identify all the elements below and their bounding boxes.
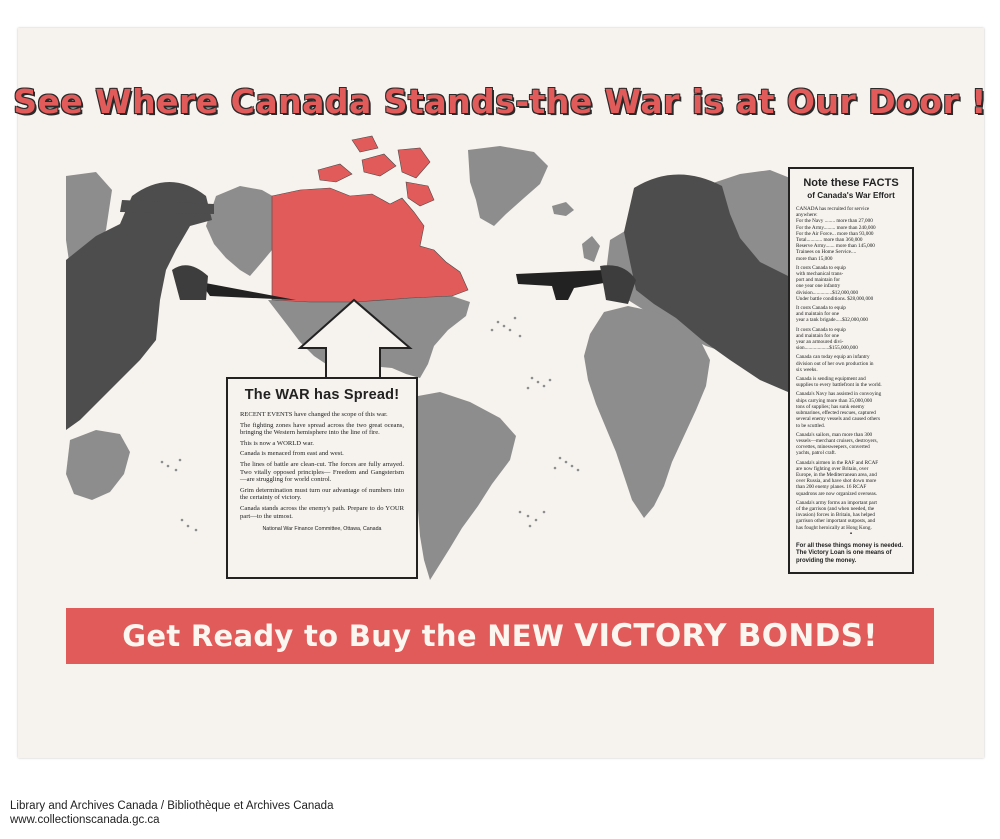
map-canada-islands-1 (318, 164, 352, 182)
map-canada-islands-3 (398, 148, 430, 178)
facts-line: are now fighting over Britain, over (796, 465, 869, 472)
map-canada (272, 136, 468, 302)
facts-line: It costs Canada to equip (796, 326, 846, 333)
facts-line: yachts, patrol craft. (796, 450, 837, 457)
facts-line: anywhere: (796, 212, 818, 219)
war-box-paragraph: Grim determination must turn our advantage of numbers into the certainty of victory. (240, 486, 404, 502)
war-box-title-emphasis: WAR (275, 387, 310, 403)
map-south-america (404, 392, 516, 580)
facts-line: and maintain for one (796, 332, 840, 339)
banner-emphasis: VICTORY BONDS! (574, 618, 878, 654)
facts-line: Canada's army forms an important part (796, 499, 877, 506)
archive-credit (10, 799, 333, 827)
facts-line: several enemy vessels and caused others (796, 416, 880, 423)
map-greenland (468, 146, 548, 226)
right-pistol (516, 265, 636, 304)
facts-line: CANADA has recruited for service (796, 206, 870, 212)
facts-line: with mechanical trans- (796, 271, 844, 278)
facts-line: than 200 enemy planes. 16 RCAF (796, 484, 867, 491)
facts-line: Trainees on Home Service.... (796, 249, 857, 256)
facts-subtitle: of Canada's War Effort (807, 191, 895, 200)
map-africa (584, 306, 710, 518)
facts-line: vessels—merchant cruisers, destroyers, (796, 437, 878, 444)
facts-line: year an armoured divi- (796, 339, 844, 346)
facts-line: more than 15,000 (796, 255, 833, 262)
facts-line: corvettes, minesweepers, converted (796, 444, 870, 451)
facts-line: over Russia, and have shot down more (796, 478, 877, 485)
war-box-paragraph: Canada stands across the enemy's path. Prepare to do YOUR part—to the utmost. (240, 504, 404, 520)
facts-line: of the garrison (and when needed, the (796, 505, 875, 512)
facts-box (788, 167, 914, 574)
map-alaska (206, 186, 276, 276)
facts-line: Reserve Army....... more than 145,000 (796, 243, 875, 250)
war-box-title-suffix: has Spread! (309, 387, 400, 403)
facts-line: and maintain for one (796, 311, 840, 318)
facts-line: Europe, in the Mediterranean area, and (796, 471, 877, 478)
facts-line: Canada's Navy has assisted in convoying (796, 391, 882, 398)
facts-line: sion...................$155,000,000 (796, 345, 858, 352)
facts-line: six weeks. (796, 366, 818, 373)
war-box-title-prefix: The (244, 387, 276, 403)
facts-line: squadrons are now organized overseas. (796, 490, 878, 497)
facts-line: tons of supplies; has sunk enemy (796, 403, 865, 410)
facts-line: Canada is sending equipment and (796, 376, 866, 383)
facts-closing: For all these things money is needed. The Victory Loan is one means of providing the money. (796, 542, 904, 564)
facts-line: port and maintain for (796, 277, 840, 284)
map-british-isles (582, 236, 600, 262)
facts-divider-dot: ▪ (849, 530, 853, 537)
war-box-title (240, 387, 404, 403)
facts-line: submarines, effected rescues, captured (796, 410, 876, 417)
war-box-paragraph: The lines of battle are clean-cut. The forces are fully arrayed. Two vitally opposed principles— Freedom and Gangsterism—are struggling for world control. (240, 460, 404, 484)
map-australia (66, 430, 130, 500)
credit-line-2: www.collectionscanada.gc.ca (10, 814, 160, 826)
map-canada-islands-2 (362, 154, 396, 176)
facts-line: garrison other important outposts, and (796, 518, 876, 525)
facts-line: ships carrying more than 35,000,000 (796, 397, 873, 404)
war-box-paragraph: RECENT EVENTS have changed the scope of this war. (240, 411, 388, 418)
facts-line: For the Air Force... more than 93,000 (796, 230, 874, 237)
facts-line: one year one infantry (796, 283, 841, 290)
facts-line: division out of her own production in (796, 360, 874, 367)
facts-line: Under battle conditions. $28,000,000 (796, 295, 874, 302)
banner-prefix: Get Ready to Buy the NEW (122, 619, 565, 653)
map-canada-islands-4 (406, 182, 434, 206)
war-box-paragraph: The fighting zones have spread across the two great oceans, bringing the Western hemisphere into the line of fire. (240, 421, 404, 437)
facts-line: Canada's airmen in the RAF and RCAF (796, 459, 879, 466)
victory-bonds-banner (66, 608, 934, 664)
facts-line: For the Army......... more than 240,000 (796, 224, 876, 231)
map-iceland (552, 202, 574, 216)
war-has-spread-box (226, 377, 418, 579)
map-canada-islands-5 (352, 136, 378, 152)
facts-line: to be scuttled. (796, 422, 825, 429)
war-box-footer: National War Finance Committee, Ottawa, Canada (262, 526, 382, 533)
facts-line: division...............$12,000,000 (796, 289, 859, 296)
facts-line: It costs Canada to equip (796, 264, 846, 271)
facts-lines (796, 206, 906, 531)
facts-line: Canada's sailors, man more than 300 (796, 431, 873, 438)
facts-line: Total............ more than 360,000 (796, 237, 863, 244)
credit-line-1: Library and Archives Canada / Bibliothèque et Archives Canada (10, 800, 334, 812)
facts-line: It costs Canada to equip (796, 305, 846, 312)
facts-line: Canada can today equip an infantry (796, 354, 870, 361)
map-canada-mainland (272, 188, 468, 302)
war-box-paragraph: This is now a WORLD war. (240, 439, 314, 447)
facts-title: Note these FACTS (803, 177, 899, 189)
facts-line: For the Navy ........ more than 27,000 (796, 218, 873, 225)
poster-headline: See Where Canada Stands-the War is at Our Door ! (13, 82, 987, 121)
facts-line: invasion) forces in Britain, has helped (796, 512, 875, 519)
facts-line: year a tank brigade.....$32,000,000 (796, 317, 869, 324)
facts-line: has fought heroically at Hong Kong. (796, 524, 872, 531)
war-box-paragraph: Canada is menaced from east and west. (240, 450, 344, 458)
facts-line: supplies to every battlefront in the world. (796, 382, 882, 389)
